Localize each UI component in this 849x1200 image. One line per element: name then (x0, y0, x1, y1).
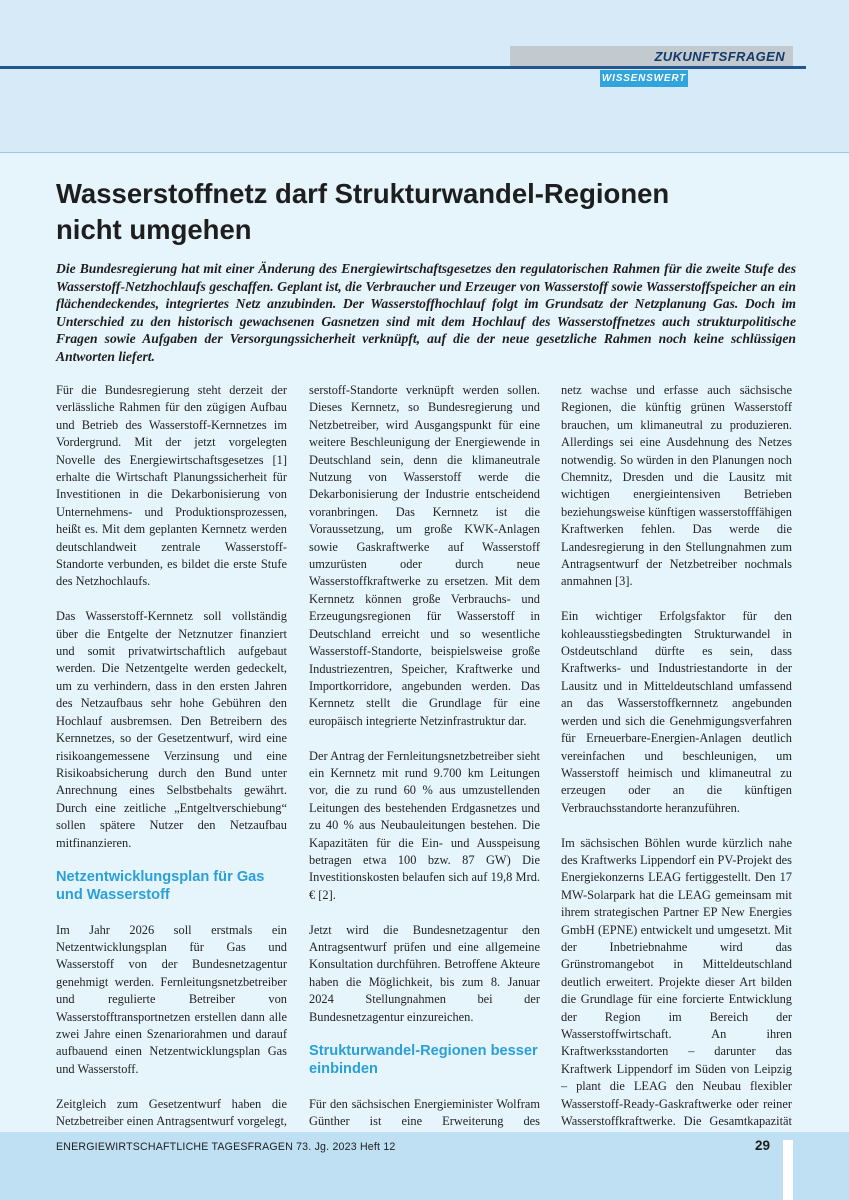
paragraph: Im sächsischen Böhlen wurde kürzlich nahe des Kraftwerks Lippendorf ein PV-Projekt des Energiekonzerns LEAG fertiggestellt. Den 17 MW-Solarpark hat die LEAG gemeinsam mit ihrem strategischen Partner EP New Energies GmbH (EPNE) entwickelt und umgesetzt. Mit der Inbetriebnahme wird das Grünstromangebot in Mitteldeutschland deutlich erweitert. Projekte dieser Art bilden die Grundlage für eine forcierte Entwicklung der Region im Bereich der Wasserstoffwirtschaft. An ihren Kraftwerksstandorten – darunter das Kraftwerk Lippendorf im Süden von Leipzig – plant die LEAG den Neubau flexibler Wasserstoff-Ready-Gaskraftwerke oder reiner Wasserstoffkraftwerke. Die Gesamtkapazität (561, 835, 792, 1129)
section-heading: Strukturwandel-Regionen besser einbinden (309, 1043, 538, 1077)
section-tag: ZUKUNFTSFRAGEN (510, 46, 793, 66)
footer-journal: ENERGIEWIRTSCHAFTLICHE TAGESFRAGEN 73. Jg. 2023 Heft 12 (56, 1141, 396, 1153)
paragraph: Zeitgleich zum Gesetzentwurf haben die Netzbetreiber einen Antragsentwurf vorgelegt, (56, 1096, 287, 1128)
text-column-3 (561, 382, 792, 1130)
page-number: 29 (755, 1138, 771, 1153)
paragraph: Im Jahr 2026 soll erstmals ein Netzentwicklungsplan für Gas und Wasserstoff von der Bundesnetzagentur genehmigt werden. Fernleitungsnetzbetreiber und regulierte Betreiber von Wasserstofftransportnetzen erstellen dann alle zwei Jahre einen Szenariorahmen und darauf aufbauend einen Netzentwicklungsplan Gas und Wasserstoff. (56, 922, 287, 1076)
article-lead: Die Bundesregierung hat mit einer Änderung des Energiewirtschaftsgesetzes den regulatorischen Rahmen für die zweite Stufe des Wasserstoff-Netzhochlaufs geschaffen. Geplant ist, die Verbraucher und Erzeuger von Wasserstoff sowie Wasserstoffspeicher an ein flächendeckendes, integriertes Netz anzubinden. Der Wasserstoffhochlauf folgt im Grundsatz der Netzplanung Gas. Doch im Unterschied zu den historisch gewachsenen Gasnetzen sind mit dem Hochlauf des Wasserstoffnetzes auch strukturpolitische Fragen sowie Aufgaben der Versorgungssicherheit verknüpft, auf die der neue gesetzliche Rahmen noch keine schlüssigen Antworten liefert. (56, 261, 796, 364)
article-title (56, 176, 796, 248)
paragraph: Für die Bundesregierung steht derzeit der verlässliche Rahmen für den zügigen Aufbau und Betrieb des Wasserstoff-Kernnetzes im Vordergrund. Mit der jetzt vorgelegten Novelle des Energiewirtschaftsgesetzes [1] erhalte die Wirtschaft Planungssicherheit für Investitionen in die Dekarbonisierung von Unternehmens- und Produktionsprozessen, heißt es. Mit dem geplanten Kernnetz werden deutschlandweit zentrale Wasserstoff-Standorte verbunden, es bildet die erste Stufe des Netzhochlaufs. (56, 383, 287, 589)
section-heading: Netzentwicklungsplan für Gas und Wasserstoff (56, 869, 265, 903)
paragraph: Das Wasserstoff-Kernnetz soll vollständig über die Entgelte der Netznutzer finanziert und somit privatwirtschaftlich aufgebaut werden. Die Netzentgelte werden gedeckelt, um zu verhindern, dass in den ersten Jahren des Netzaufbaus sehr hohe Gebühren den Hochlauf ausbremsen. Den Betreibern des Kernnetzes, so der Gesetzentwurf, wird eine risikoangemessene Verzinsung und eine Risikoabsicherung durch den Bund unter Anrechnung eines Selbstbehalts gewährt. Durch eine zeitliche „Entgeltverschiebung“ sollen spätere Nutzer den Netzaufbau mitfinanzieren. (56, 609, 287, 850)
page-edge-bar (783, 1140, 793, 1200)
paragraph: serstoff-Standorte verknüpft werden sollen. Dieses Kernnetz, so Bundesregierung und Netzbetreiber, wird Ausgangspunkt für eine weitere Beschleunigung der Energiewende in Deutschland sein, denn die klimaneutrale Nutzung von Wasserstoff werde die Dekarbonisierung der Industrie entscheidend voranbringen. Das Kernnetz ist die Voraussetzung, um große KWK-Anlagen sowie Gaskraftwerke auf Wasserstoff umzurüsten oder durch neue Wasserstoffkraftwerke zu ersetzen. Mit dem Kernnetz können große Verbrauchs- und Erzeugungsregionen für Wasserstoff in Deutschland erreicht und so wesentliche Wasserstoff-Standorte, beispielsweise große Industriezentren, Speicher, Kraftwerke und Importkorridore, angebunden werden. Das Kernnetz stellt die Grundlage für eine europäisch integrierte Netzinfrastruktur dar. (309, 383, 540, 728)
paragraph: Für den sächsischen Energieminister Wolfram Günther ist eine Erweiterung des (309, 1096, 540, 1128)
article-title-line1: Wasserstoffnetz darf Strukturwandel-Regionen (56, 178, 670, 209)
paragraph: Der Antrag der Fernleitungsnetzbetreiber sieht ein Kernnetz mit rund 9.700 km Leitungen vor, die zu rund 60 % aus umzustellenden Leitungen des bestehenden Erdgasnetzes und zu 40 % aus Neubauleitungen bestehen. Die Kapazitäten für die Ein- und Ausspeisung betragen etwa 100 bzw. 87 GW) Die Investitionskosten belaufen sich auf 19,8 Mrd. € [2]. (309, 748, 540, 902)
paragraph: netz wachse und erfasse auch sächsische Regionen, die künftig grünen Wasserstoff brauchen, um klimaneutral zu produzieren. Allerdings sei eine Ausdehnung des Netzes notwendig. So würden in den Planungen noch Chemnitz, Dresden und die Lausitz mit wichtigen energieintensiven Betrieben beziehungsweise künftigen wasserstofffähigen Kraftwerken fehlen. Das werde die Landesregierung in den Stellungnahmen zum Antragsentwurf der Netzbetreiber nochmals anmahnen [3]. (561, 383, 792, 589)
text-column-2 (309, 382, 540, 1130)
header-band (0, 0, 849, 153)
paragraph: Ein wichtiger Erfolgsfaktor für den kohleausstiegsbedingten Strukturwandel in Ostdeutschland dürfte es sein, dass Kraftwerks- und Industriestandorte in der Lausitz und in Mitteldeutschland umfassend an das Wasserstoffkernnetz angebunden werden und sich die Genehmigungsverfahren für Erneuerbare-Energien-Anlagen deutlich vereinfachen und beschleunigen, um Wasserstoff heimisch und klimaneutral zu erzeugen oder an die künftigen Verbrauchsstandorte heranzuführen. (561, 609, 792, 815)
article-title-line2: nicht umgehen (56, 214, 252, 245)
text-column-1 (56, 382, 287, 1130)
header-rule (0, 66, 806, 69)
subsection-tag: WISSENSWERT (600, 70, 688, 87)
paragraph: Jetzt wird die Bundesnetzagentur den Antragsentwurf prüfen und eine allgemeine Konsultation durchführen. Betroffene Akteure haben die Möglichkeit, bis zum 8. Januar 2024 Stellungnahmen bei der Bundesnetzagentur einzureichen. (309, 922, 540, 1024)
